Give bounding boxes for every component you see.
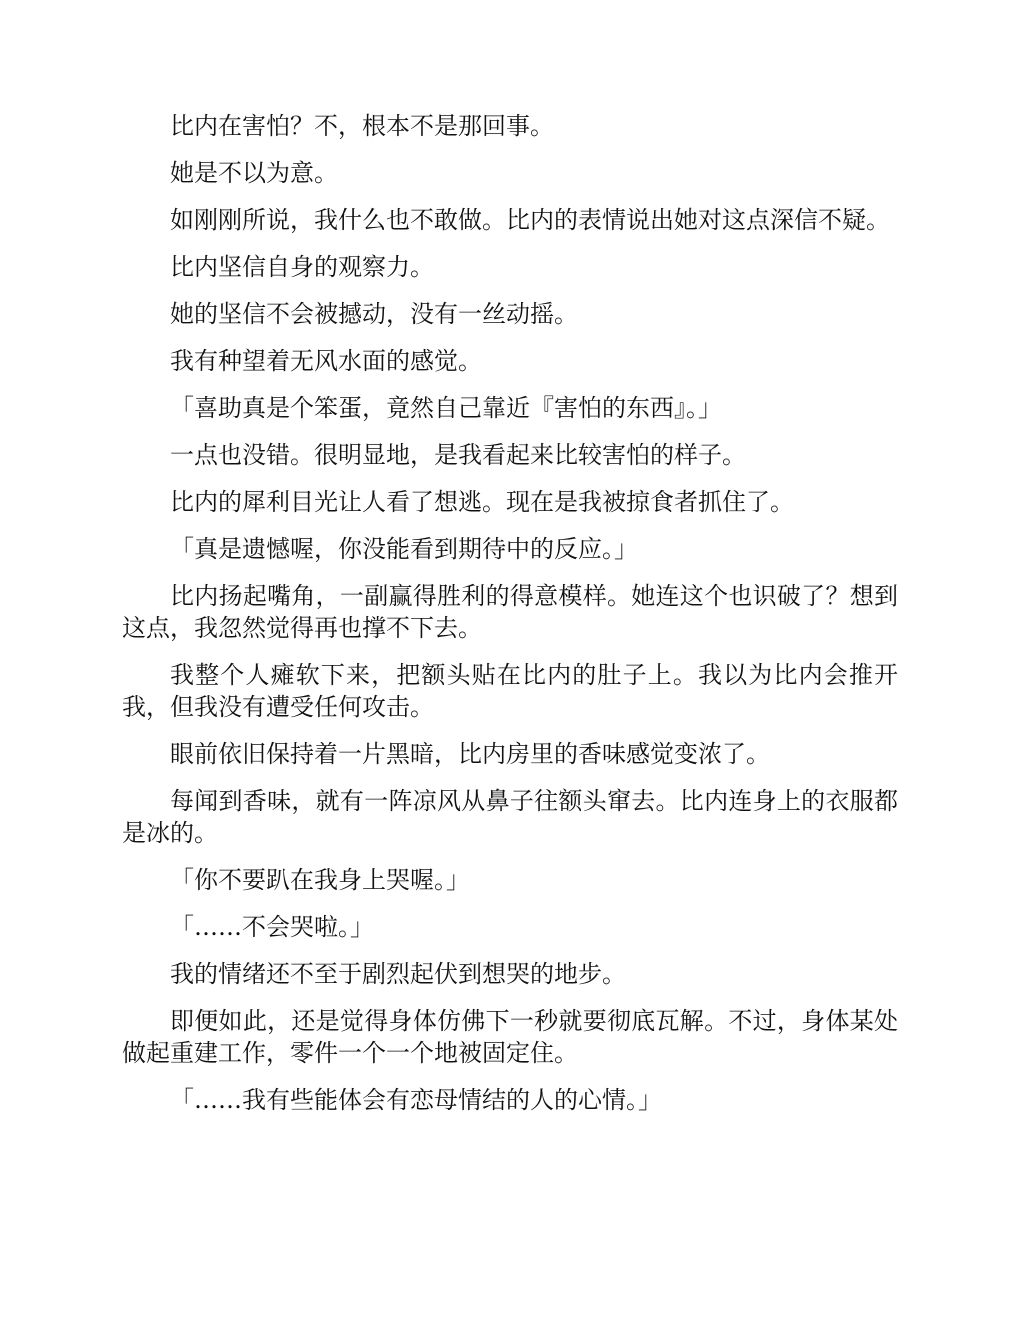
paragraph: 「真是遗憾喔，你没能看到期待中的反应。」 xyxy=(170,535,638,563)
paragraph: 「喜助真是个笨蛋，竟然自己靠近『害怕的东西』。」 xyxy=(170,394,722,422)
paragraph: 比内在害怕？不，根本不是那回事。 xyxy=(170,112,554,140)
paragraph: 如刚刚所说，我什么也不敢做。比内的表情说出她对这点深信不疑。 xyxy=(170,206,890,234)
paragraph: 「……我有些能体会有恋母情结的人的心情。」 xyxy=(170,1086,662,1114)
paragraph: 「……不会哭啦。」 xyxy=(170,913,374,941)
paragraph: 她是不以为意。 xyxy=(170,159,338,187)
paragraph: 我的情绪还不至于剧烈起伏到想哭的地步。 xyxy=(170,960,626,988)
paragraph: 我有种望着无风水面的感觉。 xyxy=(170,347,482,375)
paragraph: 眼前依旧保持着一片黑暗，比内房里的香味感觉变浓了。 xyxy=(170,740,770,768)
paragraph: 「你不要趴在我身上哭喔。」 xyxy=(170,866,470,894)
paragraph: 每闻到香味，就有一阵凉风从鼻子往额头窜去。比内连身上的衣服都是冰的。 xyxy=(122,787,898,847)
paragraph: 她的坚信不会被撼动，没有一丝动摇。 xyxy=(170,300,578,328)
paragraph: 一点也没错。很明显地，是我看起来比较害怕的样子。 xyxy=(170,441,746,469)
paragraph: 比内扬起嘴角，一副赢得胜利的得意模样。她连这个也识破了？想到这点，我忽然觉得再也撑不下去。 xyxy=(122,582,898,642)
paragraph: 我整个人瘫软下来，把额头贴在比内的肚子上。我以为比内会推开我，但我没有遭受任何攻击。 xyxy=(122,661,898,721)
paragraph: 即便如此，还是觉得身体仿佛下一秒就要彻底瓦解。不过，身体某处做起重建工作，零件一个一个地被固定住。 xyxy=(122,1007,898,1067)
paragraph: 比内坚信自身的观察力。 xyxy=(170,253,434,281)
body-text xyxy=(122,110,898,1131)
paragraph: 比内的犀利目光让人看了想逃。现在是我被掠食者抓住了。 xyxy=(170,488,794,516)
